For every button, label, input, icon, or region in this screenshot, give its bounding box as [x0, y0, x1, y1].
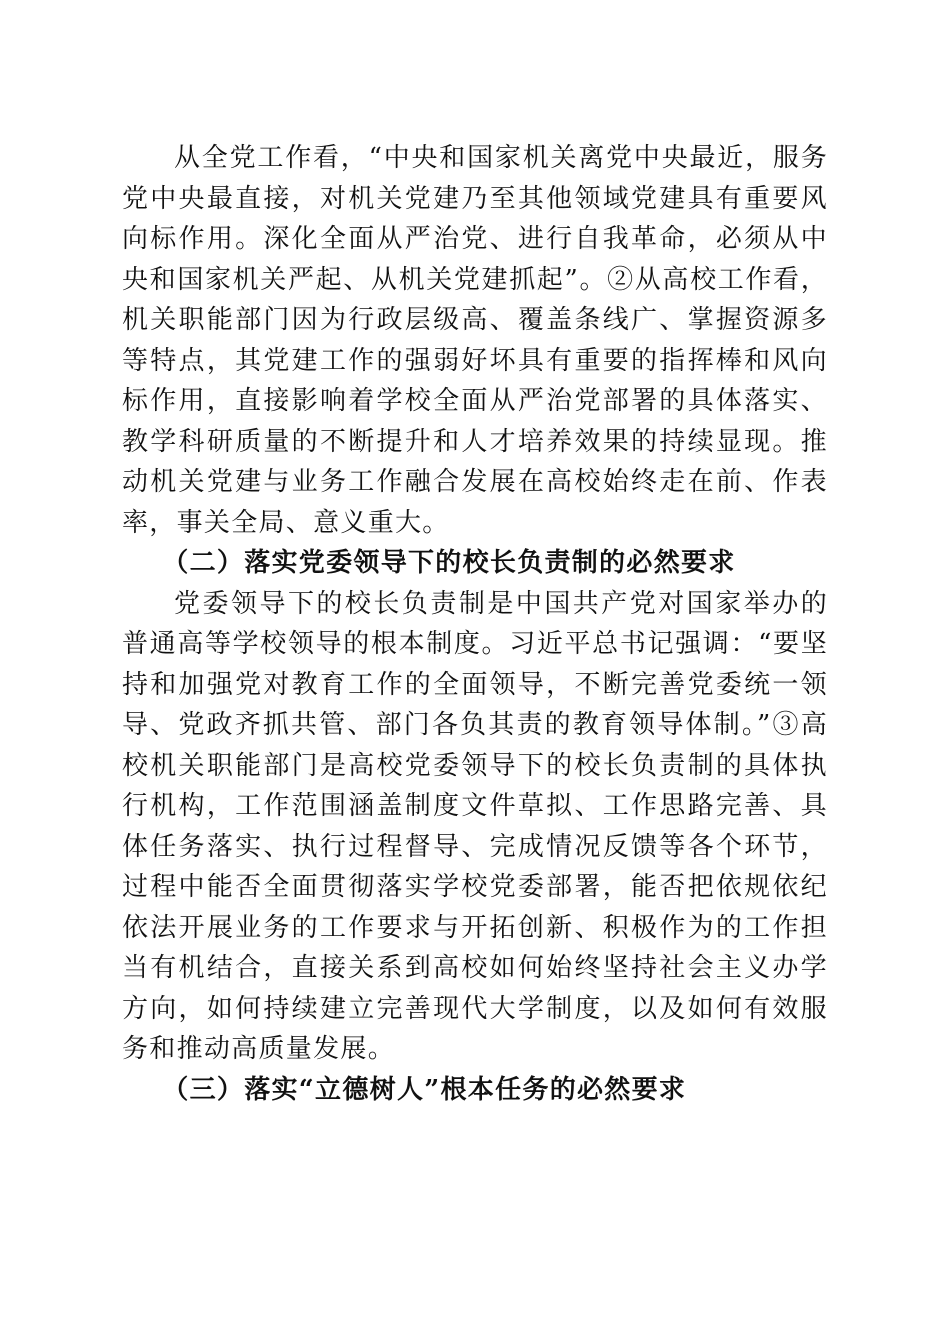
- section-heading-2: （二）落实党委领导下的校长负责制的必然要求: [162, 548, 736, 578]
- body-paragraph-2: 党委领导下的校长负责制是中国共产党对国家举办的普通高等学校领导的根本制度。习近平总书记强调：“要坚持和加强党对教育工作的全面领导，不断完善党委统一领导、党政齐抓共管、部门各负其责的教育领导体制。”③高校机关职能部门是高校党委领导下的校长负责制的具体执行机构，工作范围涵盖制度文件草拟、工作思路完善、具体任务落实、执行过程督导、完成情况反馈等各个环节，过程中能否全面贯彻落实学校党委部署，能否把依规依纪依法开展业务的工作要求与开拓创新、积极作为的工作担当有机结合，直接关系到高校如何始终坚持社会主义办学方向，如何持续建立完善现代大学制度，以及如何有效服务和推动高质量发展。: [122, 588, 828, 1064]
- section-heading-3: （三）落实“立德树人”根本任务的必然要求: [162, 1074, 687, 1105]
- body-paragraph-1: 从全党工作看，“中央和国家机关离党中央最近，服务党中央最直接，对机关党建乃至其他领域党建具有重要风向标作用。深化全面从严治党、进行自我革命，必须从中央和国家机关严起、从机关党建抓起”。②从高校工作看，机关职能部门因为行政层级高、覆盖条线广、掌握资源多等特点，其党建工作的强弱好坏具有重要的指挥棒和风向标作用，直接影响着学校全面从严治党部署的具体落实、教学科研质量的不断提升和人才培养效果的持续显现。推动机关党建与业务工作融合发展在高校始终走在前、作表率，事关全局、意义重大。: [122, 143, 828, 538]
- document-page: [122, 138, 828, 1110]
